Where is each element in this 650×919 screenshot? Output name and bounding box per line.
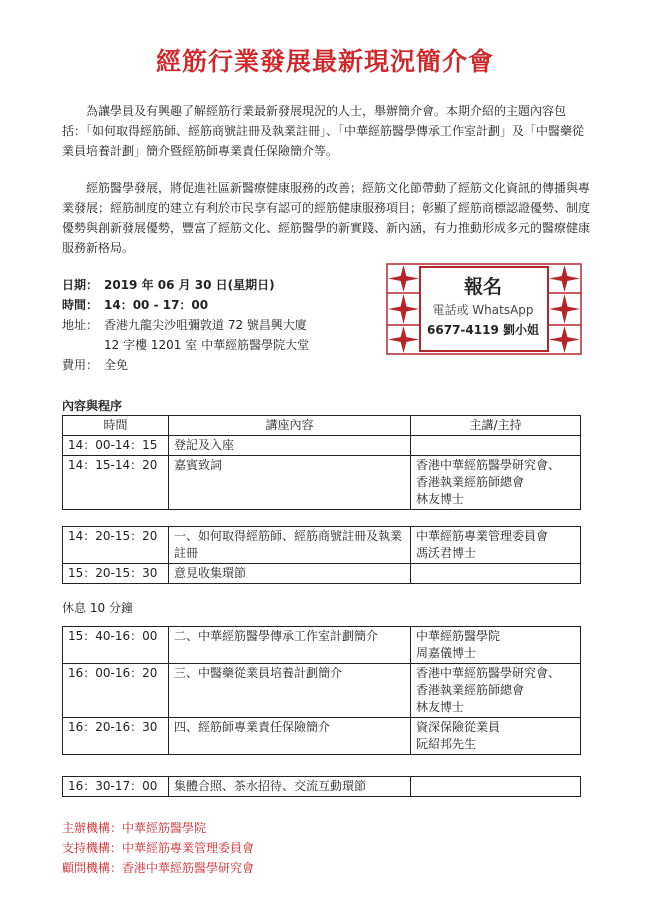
session-speaker	[411, 436, 581, 456]
speaker-line: 阮紹邦先生	[416, 737, 477, 751]
time-label: 時間：	[62, 298, 99, 312]
page-title: 經筋行業發展最新現況簡介會	[155, 47, 494, 76]
session-time: 16：20-16：30	[63, 718, 169, 755]
signup-phone: 6677-4119 劉小姐	[427, 323, 539, 337]
schedule-table-1	[62, 415, 581, 510]
address-line-2: 12 字樓 1201 室 中華經筋醫學院大堂	[104, 338, 310, 352]
table-header-row	[63, 416, 581, 436]
schedule-table-3	[62, 626, 581, 755]
session-speaker	[411, 718, 581, 755]
fee-value: 全免	[104, 358, 129, 372]
date-row	[62, 275, 362, 295]
session-speaker	[411, 664, 581, 718]
session-time: 14：00-14：15	[63, 436, 169, 456]
session-content: 嘉賓致詞	[169, 456, 411, 510]
table-row	[63, 718, 581, 755]
fee-label: 費用：	[62, 358, 99, 372]
speaker-line: 香港執業經筋師總會	[416, 475, 525, 489]
speaker-line: 周嘉儀博士	[416, 646, 477, 660]
table-row	[63, 627, 581, 664]
speaker-line: 香港執業經筋師總會	[416, 683, 525, 697]
session-time: 14：20-15：20	[63, 527, 169, 564]
speaker-line: 中華經筋專業管理委員會	[416, 529, 549, 543]
time-row	[62, 295, 362, 315]
fee-row	[62, 355, 362, 375]
session-time: 14：15-14：20	[63, 456, 169, 510]
session-content: 二、中華經筋醫學傳承工作室計劃簡介	[169, 627, 411, 664]
speaker-line: 林友博士	[416, 700, 465, 714]
event-info	[62, 275, 362, 375]
schedule-table-4	[62, 776, 581, 797]
session-time: 16：00-16：20	[63, 664, 169, 718]
break-notice: 休息 10 分鐘	[62, 601, 133, 615]
signup-box	[386, 263, 582, 355]
session-speaker	[411, 777, 581, 797]
speaker-line: 香港中華經筋醫學研究會、	[416, 458, 561, 472]
session-time: 15：40-16：00	[63, 627, 169, 664]
date-label: 日期：	[62, 278, 99, 292]
time-value: 14：00 - 17：00	[104, 298, 209, 312]
speaker-line: 馮沃君博士	[416, 546, 477, 560]
session-content: 意見收集環節	[169, 564, 411, 584]
session-content: 登記及入座	[169, 436, 411, 456]
program-heading: 內容與程序	[62, 399, 123, 413]
schedule-table-2	[62, 526, 581, 584]
speaker-line: 資深保險從業員	[416, 720, 501, 734]
speaker-line: 林友博士	[416, 492, 465, 506]
column-header-time: 時間	[63, 416, 169, 436]
table-row	[63, 527, 581, 564]
organizer-line: 主辦機構：中華經筋醫學院	[62, 821, 207, 835]
intro-paragraph-2: 經筋醫學發展，將促進社區新醫療健康服務的改善；經筋文化節帶動了經筋文化資訊的傳播與專業發展；經筋制度的建立有利於市民享有認可的經筋健康服務項目；彰顯了經筋商標認證優勢、制度優勢與創新發展優勢，豐富了經筋文化、經筋醫學的新實踐、新內涵，有力推動形成多元的醫療健康服務新格局。	[62, 181, 591, 255]
signup-contact-method: 電話或 WhatsApp	[432, 303, 534, 317]
advisor-line: 顧問機構：香港中華經筋醫學研究會	[62, 861, 255, 875]
address-row	[62, 315, 362, 335]
table-row	[63, 436, 581, 456]
session-speaker	[411, 564, 581, 584]
organizers	[62, 818, 254, 878]
session-content: 集體合照、茶水招待、交流互動環節	[169, 777, 411, 797]
session-content: 一、如何取得經筋師、經筋商號註冊及執業註冊	[169, 527, 411, 564]
address-row-2	[62, 335, 362, 355]
column-header-content: 講座內容	[169, 416, 411, 436]
table-row	[63, 456, 581, 510]
column-header-speaker: 主講/主持	[411, 416, 581, 436]
session-speaker	[411, 627, 581, 664]
table-row	[63, 564, 581, 584]
table-row	[63, 664, 581, 718]
supporter-line: 支持機構：中華經筋專業管理委員會	[62, 841, 255, 855]
session-time: 16：30-17：00	[63, 777, 169, 797]
session-time: 15：20-15：30	[63, 564, 169, 584]
session-content: 三、中醫藥從業員培養計劃簡介	[169, 664, 411, 718]
date-value: 2019 年 06 月 30 日(星期日)	[104, 278, 275, 292]
signup-heading: 報名	[463, 276, 502, 298]
speaker-line: 香港中華經筋醫學研究會、	[416, 666, 561, 680]
address-line-1: 香港九龍尖沙咀彌敦道 72 號昌興大廈	[104, 318, 307, 332]
speaker-line: 中華經筋醫學院	[416, 629, 501, 643]
table-row	[63, 777, 581, 797]
address-label: 地址：	[62, 318, 99, 332]
session-speaker	[411, 527, 581, 564]
intro-paragraph-1: 為讓學員及有興趣了解經筋行業最新發展現況的人士，舉辦簡介會。本期介紹的主題內容包括：「如何取得經筋師、經筋商號註冊及執業註冊」、「中華經筋醫學傳承工作室計劃」及「中醫藥從業員培養計劃」簡介暨經筋師專業責任保險簡介等。	[62, 104, 585, 158]
session-content: 四、經筋師專業責任保險簡介	[169, 718, 411, 755]
session-speaker	[411, 456, 581, 510]
